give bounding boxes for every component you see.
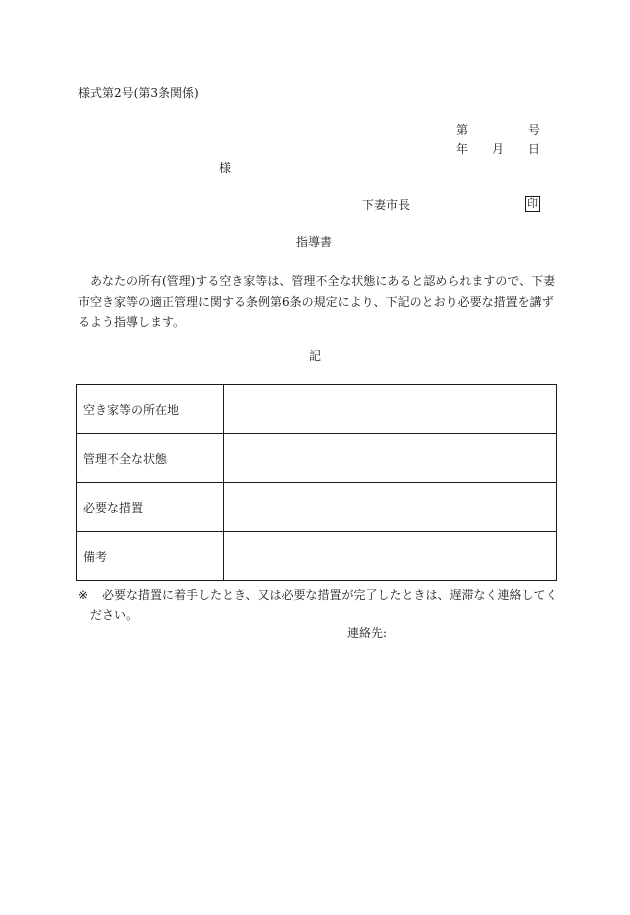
row-value-remarks — [224, 532, 557, 581]
row-value-location — [224, 385, 557, 434]
contact-label: 連絡先: — [347, 626, 388, 640]
form-number: 様式第2号(第3条関係) — [78, 86, 199, 100]
doc-number-prefix: 第 — [456, 123, 469, 137]
table-row — [77, 483, 557, 532]
note-text: 必要な措置に着手したとき、又は必要な措置が完了したときは、遅滞なく連絡してください。 — [90, 588, 558, 622]
doc-number-suffix: 号 — [528, 123, 541, 137]
row-label-condition: 管理不全な状態 — [77, 434, 224, 483]
seal-mark: 印 — [527, 197, 538, 210]
ki-heading: 記 — [309, 349, 322, 363]
row-label-location: 空き家等の所在地 — [77, 385, 224, 434]
row-label-remarks: 備考 — [77, 532, 224, 581]
date-year: 年 — [456, 142, 469, 156]
row-value-condition — [224, 434, 557, 483]
row-label-measures: 必要な措置 — [77, 483, 224, 532]
body-paragraph: あなたの所有(管理)する空き家等は、管理不全な状態にあると認められますので、下妻市空き家等の適正管理に関する条例第6条の規定により、下記のとおり必要な措置を講ずるよう指導します。 — [78, 274, 556, 329]
issuer: 下妻市長 — [362, 198, 411, 212]
note-mark: ※ — [78, 588, 89, 602]
date-day: 日 — [528, 142, 541, 156]
row-value-measures — [224, 483, 557, 532]
date-month: 月 — [492, 142, 505, 156]
table-row — [77, 385, 557, 434]
table-row — [77, 532, 557, 581]
table-row — [77, 434, 557, 483]
addressee-suffix: 様 — [219, 161, 232, 175]
footnote — [78, 585, 558, 625]
record-table — [76, 384, 557, 581]
document-title: 指導書 — [296, 235, 333, 249]
